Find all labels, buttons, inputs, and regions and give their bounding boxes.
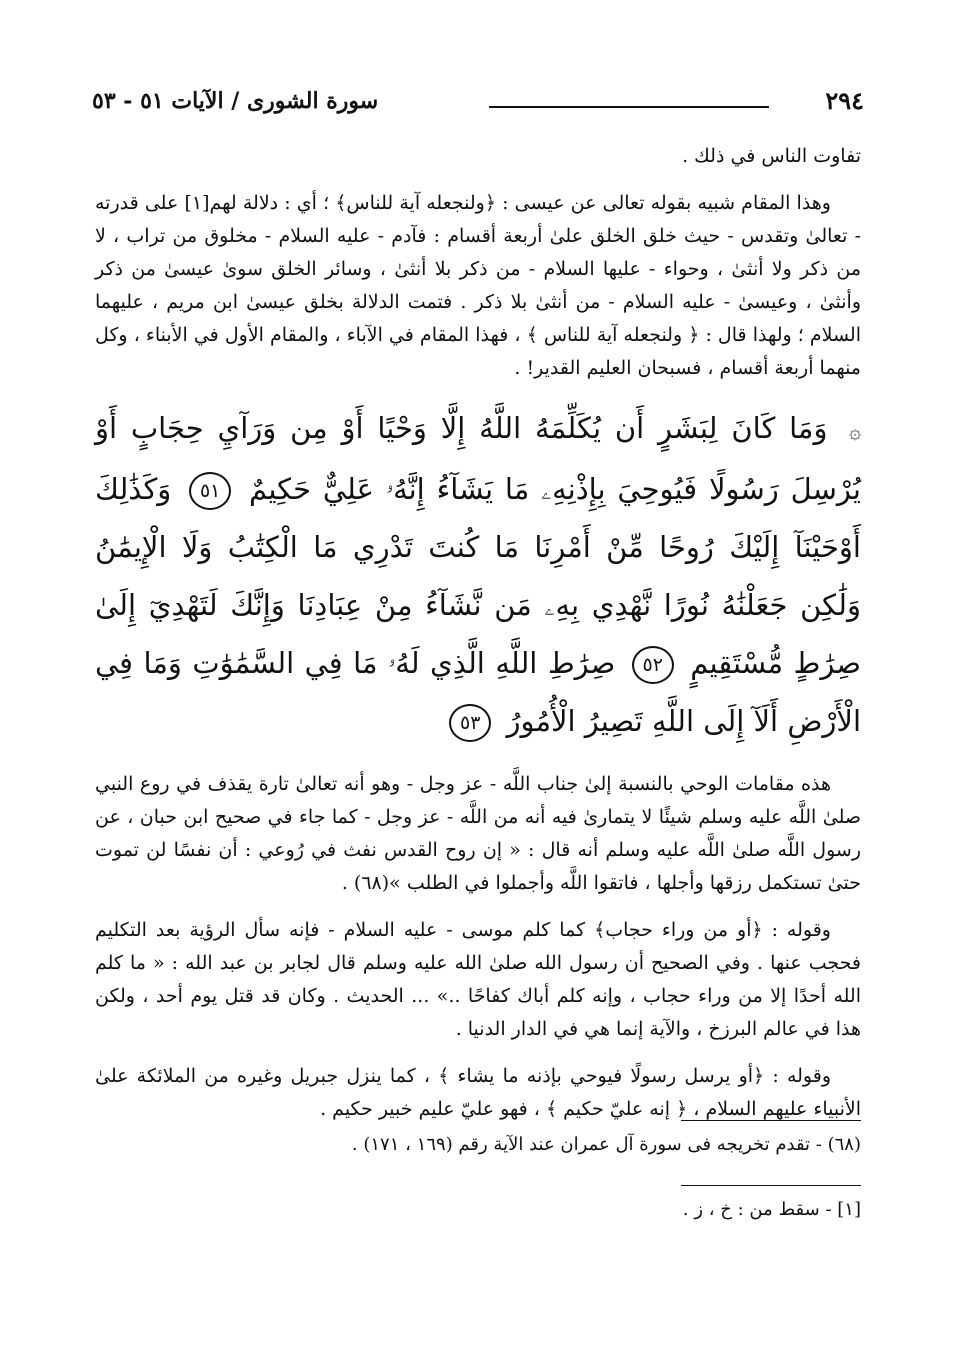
rub-el-hizb-icon: ۞ xyxy=(849,419,861,443)
page-number: ٢٩٤ xyxy=(825,86,864,115)
page-header xyxy=(92,86,864,120)
footnote-rule xyxy=(681,1120,861,1121)
ayah-number-53: ٥٣ xyxy=(449,704,491,742)
quran-verse-block xyxy=(95,399,861,750)
paragraph-5: وقوله : ﴿أو يرسل رسولًا فيوحي بإذنه ما يشاء ﴾ ، كما ينزل جبريل وغيره من الملائكة علىٰ الأنبياء عليهم السلام ، ﴿ إنه عليّ حكيم ﴾ ، فهو عليّ عليم خبير حكيم . xyxy=(95,1065,861,1120)
paragraph-3: هذه مقامات الوحي بالنسبة إلىٰ جناب اللَّه - عز وجل - وهو أنه تعالىٰ تارة يقذف في روع النبي صلىٰ اللَّه عليه وسلم شيئًا لا يتمارىٰ فيه أنه من اللَّه - عز وجل - كما جاء في صحيح ابن حبان ، عن رسول اللَّه صلىٰ اللَّه عليه وسلم أنه قال : « إن روح القدس نفث في رُوعي : أن نفسًا لن تموت حتىٰ تستكمل رزقها وأجلها ، فاتقوا اللَّه وأجملوا في الطلب »(٦٨) . xyxy=(95,773,862,894)
verse-text-53: صِرَٰطِ اللَّهِ الَّذِي لَهُۥ مَا فِي السَّمَٰوَٰتِ وَمَا فِي الْأَرْضِ أَلَآ إِلَى اللَّهِ تَصِيرُ الْأُمُورُ xyxy=(95,646,861,738)
verse-text-51: وَمَا كَانَ لِبَشَرٍ أَن يُكَلِّمَهُ اللَّهُ إِلَّا وَحْيًا أَوْ مِن وَرَآيِ حِجَابٍ أَوْ يُرْسِلَ رَسُولًا فَيُوحِيَ بِإِذْنِهِۦ مَا يَشَآءُ إِنَّهُۥ عَلِيٌّ حَكِيمٌ xyxy=(95,411,861,506)
paragraph-4: وقوله : ﴿أو من وراء حجاب﴾ كما كلم موسى - عليه السلام - فإنه سأل الرؤية بعد التكليم فحجب عنها . وفي الصحيح أن رسول الله صلىٰ الله عليه وسلم قال لجابر بن عبد الله : « ما كلم الله أحدًا إلا من وراء حجاب ، وإنه كلم أباك كفاحًا ..» ... الحديث . وكان قد قتل يوم أحد ، ولكن هذا في عالم البرزخ ، والآية إنما هي في الدار الدنيا . xyxy=(95,919,861,1040)
ayah-number-52: ٥٢ xyxy=(632,646,674,684)
paragraph-2: وهذا المقام شبيه بقوله تعالى عن عيسى : ﴿ولنجعله آية للناس﴾ ؛ أي : دلالة لهم[١] على قدرته - تعالىٰ وتقدس - حيث خلق الخلق علىٰ أربعة أقسام : فآدم - عليه السلام - مخلوق من تراب ، لا من ذكر ولا أنثىٰ ، وحواء - عليها السلام - من ذكر بلا أنثىٰ ، وسائر الخلق سوىٰ عيسىٰ من ذكر وأنثىٰ ، وعيسىٰ - عليه السلام - من أنثىٰ بلا ذكر . فتمت الدلالة بخلق عيسىٰ ابن مريم ، عليهما السلام ؛ ولهذا قال : ﴿ ولنجعله آية للناس ﴾ ، فهذا المقام في الآباء ، والمقام الأول في الأبناء ، وكل منهما أربعة أقسام ، فسبحان العليم القدير! . xyxy=(95,192,861,379)
paragraph-1: تفاوت الناس في ذلك . xyxy=(682,145,861,167)
page-body xyxy=(95,140,861,1140)
footnotes xyxy=(95,1120,861,1250)
ayah-number-51: ٥١ xyxy=(189,472,231,510)
footnote-rule-2 xyxy=(681,1185,861,1186)
surah-title: سورة الشورى / الآيات ٥١ - ٥٣ xyxy=(92,88,379,114)
footnote-1: [١] - سقط من : خ ، ز . xyxy=(682,1199,861,1220)
header-rule xyxy=(489,106,769,108)
footnote-68: (٦٨) - تقدم تخريجه فى سورة آل عمران عند الآية رقم (١٦٩ ، ١٧١) . xyxy=(351,1134,861,1155)
verse-text-52: وَكَذَٰلِكَ أَوْحَيْنَآ إِلَيْكَ رُوحًا مِّنْ أَمْرِنَا مَا كُنتَ تَدْرِي مَا الْكِتَٰبُ وَلَا الْإِيمَٰنُ وَلَٰكِن جَعَلْنَٰهُ نُورًا نَّهْدِي بِهِۦ مَن نَّشَآءُ مِنْ عِبَادِنَا وَإِنَّكَ لَتَهْدِيٓ إِلَىٰ صِرَٰطٍ مُّسْتَقِيمٍ xyxy=(95,472,862,680)
